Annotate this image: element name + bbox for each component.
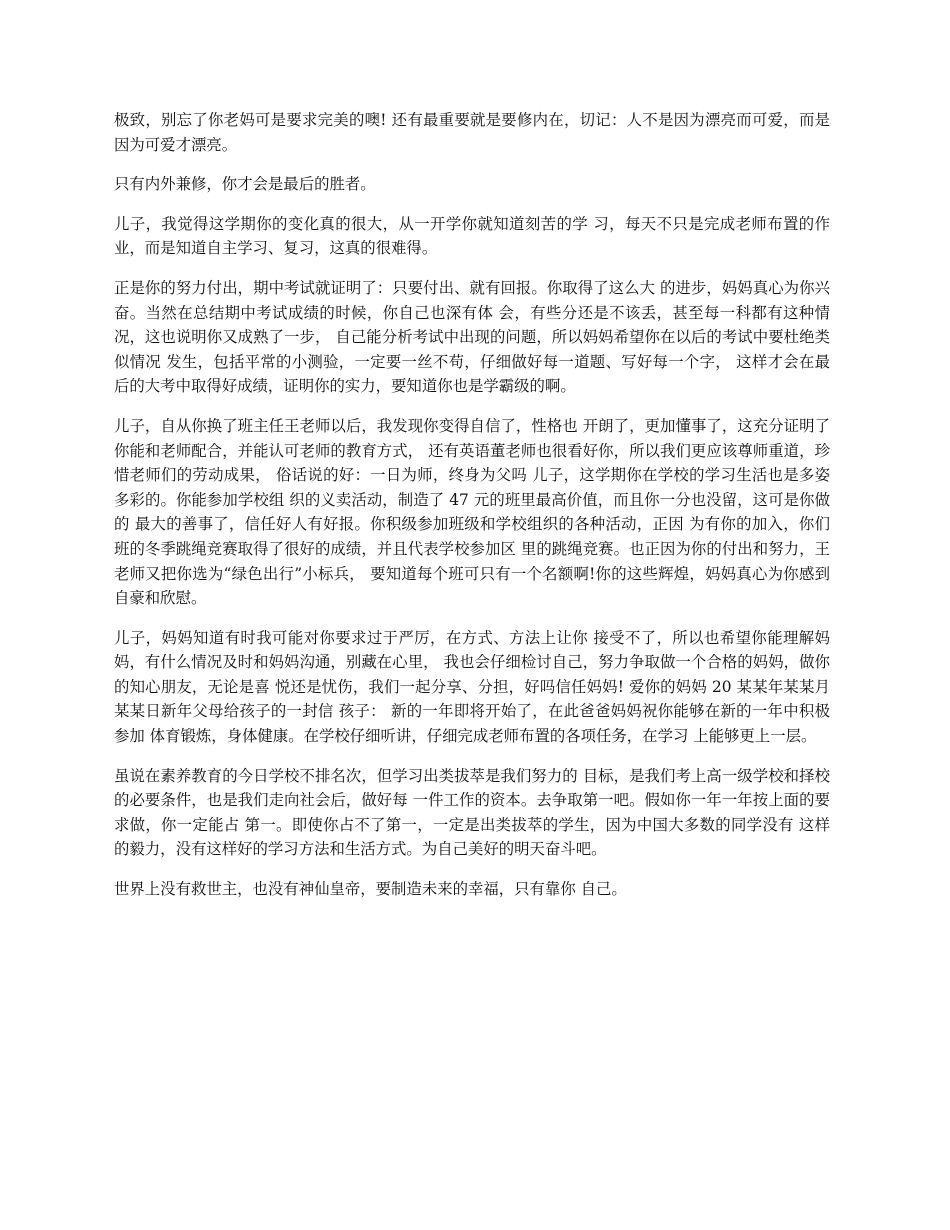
paragraph: 虽说在素养教育的今日学校不排名次，但学习出类拔萃是我们努力的 目标，是我们考上高一级学校和择校的必要条件，也是我们走向社会后，做好每 一件工作的资本。去争取第一吧。假如你一年一年按上面的要求做，你一定能占 第一。即使你占不了第一，一定是出类拔萃的学生，因为中国大多数的同学没有 这样的毅力，没有这样好的学习方法和生活方式。为自己美好的明天奋斗吧。	[114, 766, 830, 859]
paragraph: 极致，别忘了你老妈可是要求完美的噢! 还有最重要就是要修内在，切记：人不是因为漂亮而可爱，而是因为可爱才漂亮。	[114, 111, 830, 154]
paragraph: 儿子，妈妈知道有时我可能对你要求过于严厉，在方式、方法上让你 接受不了，所以也希望你能理解妈妈，有什么情况及时和妈妈沟通，别藏在心里， 我也会仔细检讨自己，努力争取做一个合格的妈妈，做你的知心朋友，无论是喜 悦还是忧伤，我们一起分享、分担，好吗信任妈妈! 爱你的妈妈 20 某某年某某月某某日新年父母给孩子的一封信 孩子： 新的一年即将开始了，在此爸爸妈妈祝你能够在新的一年中积极参加 体育锻炼，身体健康。在学校仔细听讲，仔细完成老师布置的各项任务，在学习 上能够更上一层。	[114, 628, 830, 746]
paragraph: 儿子，我觉得这学期你的变化真的很大，从一开学你就知道刻苦的学 习，每天不只是完成老师布置的作业，而是知道自主学习、复习，这真的很难得。	[114, 214, 830, 258]
paragraph: 儿子，自从你换了班主任王老师以后，我发现你变得自信了，性格也 开朗了，更加懂事了，这充分证明了你能和老师配合，并能认可老师的教育方式， 还有英语董老师也很看好你，所以我们更应该尊师重道，珍惜老师们的劳动成果， 俗话说的好：一日为师，终身为父吗 儿子，这学期你在学校的学习生活也是多姿多彩的。你能参加学校组 织的义卖活动，制造了 47 元的班里最高价值，而且你一分也没留，这可是你做的 最大的善事了，信任好人有好报。你积级参加班级和学校组织的各种活动，正因 为有你的加入，你们班的冬季跳绳竞赛取得了很好的成绩，并且代表学校参加区 里的跳绳竞赛。也正因为你的付出和努力，王老师又把你选为“绿色出行”小标兵， 要知道每个班可只有一个名额啊!你的这些辉煌，妈妈真心为你感到自豪和欣慰。	[114, 416, 830, 608]
paragraph: 世界上没有救世主，也没有神仙皇帝，要制造未来的幸福，只有靠你 自己。	[114, 880, 627, 899]
document-body	[114, 108, 830, 917]
paragraph: 只有内外兼修，你才会是最后的胜者。	[114, 175, 376, 194]
paragraph: 正是你的努力付出，期中考试就证明了：只要付出、就有回报。你取得了这么大 的进步，妈妈真心为你兴奋。当然在总结期中考试成绩的时候，你自己也深有体 会，有些分还是不该丢，甚至每一科都有这种情况，这也说明你又成熟了一步， 自己能分析考试中出现的问题，所以妈妈希望你在以后的考试中要杜绝类似情况 发生，包括平常的小测验，一定要一丝不苟，仔细做好每一道题、写好每一个字， 这样才会在最后的大考中取得好成绩，证明你的实力，要知道你也是学霸级的啊。	[114, 278, 830, 396]
